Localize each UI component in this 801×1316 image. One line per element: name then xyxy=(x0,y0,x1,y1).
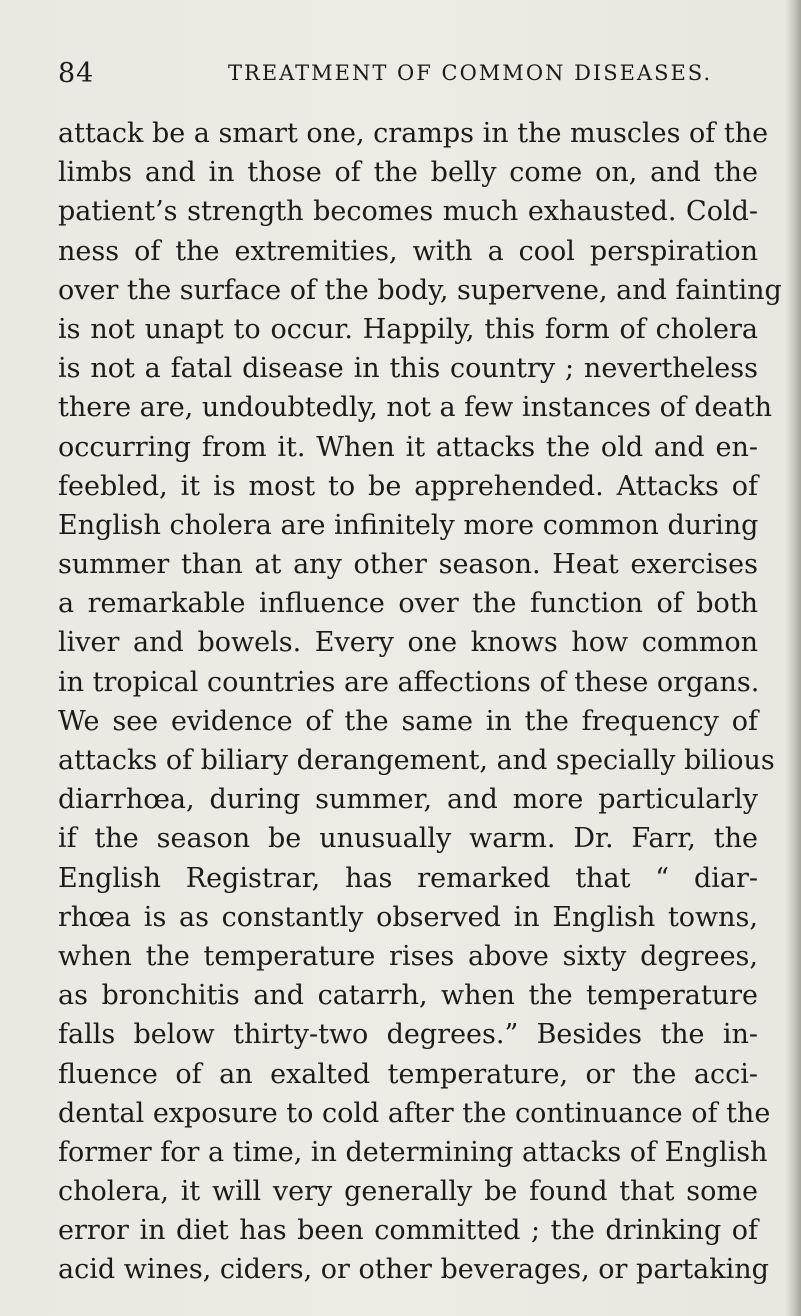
text-line: cholera, it will very generally be found that some xyxy=(58,1176,758,1208)
text-line: English Registrar, has remarked that “ diar- xyxy=(58,862,758,894)
body-text xyxy=(58,114,782,1290)
text-line: error in diet has been committed ; the drinking of xyxy=(58,1215,758,1247)
text-line: patient’s strength becomes much exhausted. Cold- xyxy=(58,196,758,228)
text-line: limbs and in those of the belly come on, and the xyxy=(58,157,758,189)
text-line: when the temperature rises above sixty degrees, xyxy=(58,940,758,972)
text-line: falls below thirty-two degrees.” Besides the in- xyxy=(58,1019,758,1051)
text-line: as bronchitis and catarrh, when the temperature xyxy=(58,980,758,1012)
page-edge-shadow xyxy=(785,0,801,1316)
text-line: former for a time, in determining attacks of English xyxy=(58,1136,768,1168)
text-line: over the surface of the body, supervene, and fainting xyxy=(58,274,782,306)
text-line: dental exposure to cold after the continuance of the xyxy=(58,1097,771,1129)
text-line: liver and bowels. Every one knows how common xyxy=(58,627,758,659)
text-line: We see evidence of the same in the frequency of xyxy=(58,705,758,737)
text-line: rhœa is as constantly observed in English towns, xyxy=(58,901,758,933)
text-line: fluence of an exalted temperature, or the acci- xyxy=(58,1058,758,1090)
text-line: attacks of biliary derangement, and specially bilious xyxy=(58,745,775,776)
text-line: in tropical countries are affections of these organs. xyxy=(58,666,760,698)
text-line: diarrhœa, during summer, and more particularly xyxy=(58,784,758,816)
page-header xyxy=(58,58,758,98)
text-line: ness of the extremities, with a cool perspiration xyxy=(58,235,758,267)
text-line: summer than at any other season. Heat exercises xyxy=(58,549,758,581)
text-line: is not a fatal disease in this country ; nevertheless xyxy=(58,353,758,385)
text-line: acid wines, ciders, or other beverages, or partaking xyxy=(58,1254,769,1286)
text-line: attack be a smart one, cramps in the muscles of the xyxy=(58,118,769,149)
text-line: feebled, it is most to be apprehended. Attacks of xyxy=(58,470,758,502)
text-line: a remarkable influence over the function of both xyxy=(58,588,758,620)
text-line: if the season be unusually warm. Dr. Farr, the xyxy=(58,823,758,855)
text-line: English cholera are infinitely more common during xyxy=(58,509,759,541)
page-number: 84 xyxy=(58,58,95,89)
running-head: TREATMENT OF COMMON DISEASES. xyxy=(228,61,713,85)
text-line: is not unapt to occur. Happily, this form of cholera xyxy=(58,313,758,345)
text-line: there are, undoubtedly, not a few instances of death xyxy=(58,392,773,424)
text-line: occurring from it. When it attacks the old and en- xyxy=(58,431,758,463)
